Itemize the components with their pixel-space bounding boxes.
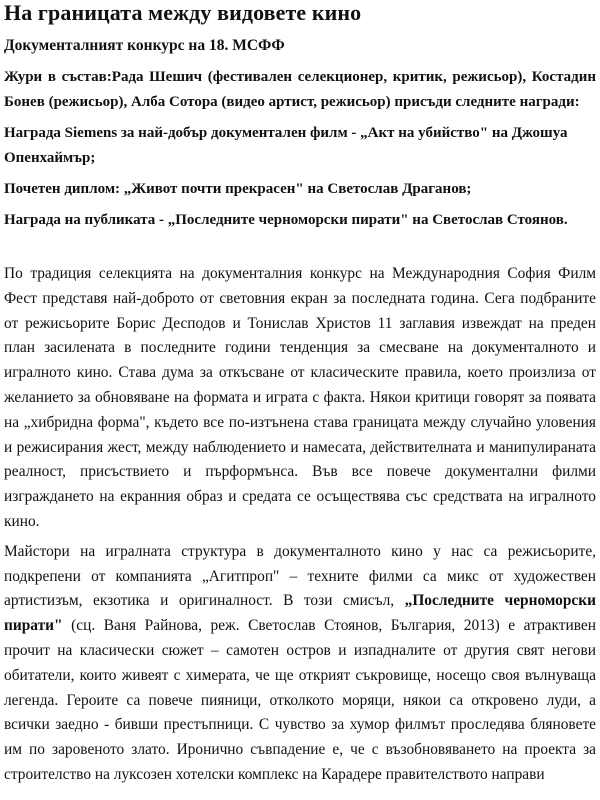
body-paragraph-1: По традиция селекцията на документалния конкурс на Международния София Филм Фест представя най-доброто от световния екран за последната година. Сега подбраните от режисьорите Борис Десподов и Тонислав Христов 11 заглавия извеждат на преден план засилената в последните години тенденция за смесване на документалното и игралното кино. Става дума за откъсване от класическите правила, което произлиза от желанието за обновяване на формата и играта с факта. Някои критици говорят за появата на „хибридна форма", където все по-изтънена става границата между случайно уловения и режисирания жест, между наблюдението и намесата, действителната и манипулираната реалност, присъствието и пърформънса. Във все повече документални филми изграждането на екранния образ и средата се осъществява със средствата на игралното кино. [4,265,596,530]
article [4,0,596,788]
film-title-emphasis: „Последните черноморски пирати" [4,592,596,635]
award-honorary-diploma: Почетен диплом: „Живот почти прекрасен" на Светослав Драганов; [4,181,472,197]
body-paragraph-2 [4,540,596,788]
article-title: На границата между видовете кино [4,0,362,25]
paragraph-2-text-after: (сц. Ваня Райнова, реж. Светослав Стоянов, България, 2013) е атрактивен прочит на класически сюжет – самотен остров и изпадналите от другия свят негови обитатели, които живеят с химерата, че ще открият съкровище, носещо своя вълнуваща легенда. Героите са повече пияници, отколкото моряци, някои са откровено луди, а всички заедно - бивши престъпници. С чувство за хумор филмът проследява бляновете им по заровеното злато. Иронично съвпадение е, че с възобновяването на проекта за строителство на луксозен хотелски комплекс на Карадере правителството направи [4,617,596,783]
article-subtitle: Документалният конкурс на 18. МСФФ [4,37,285,54]
paragraph-2-text-before: Майстори на игралната структура в документалното кино у нас са режисьорите, подкрепени от компанията „Агитпроп" – техните филми са микс от художествен артистизъм, екзотика и оригиналност. В този смисъл, [4,542,596,610]
award-siemens: Награда Siemens за най-добър документален филм - „Акт на убийство" на Джошуа Опенхаймър; [4,125,568,166]
jury-statement: Жури в състав:Рада Шешич (фестивален селекционер, критик, режисьор), Костадин Бонев (режисьор), Алба Сотора (видео артист, режисьор) присъди следните награди: [4,69,596,110]
award-audience: Награда на публиката - „Последните черноморски пирати" на Светослав Стоянов. [4,212,568,228]
